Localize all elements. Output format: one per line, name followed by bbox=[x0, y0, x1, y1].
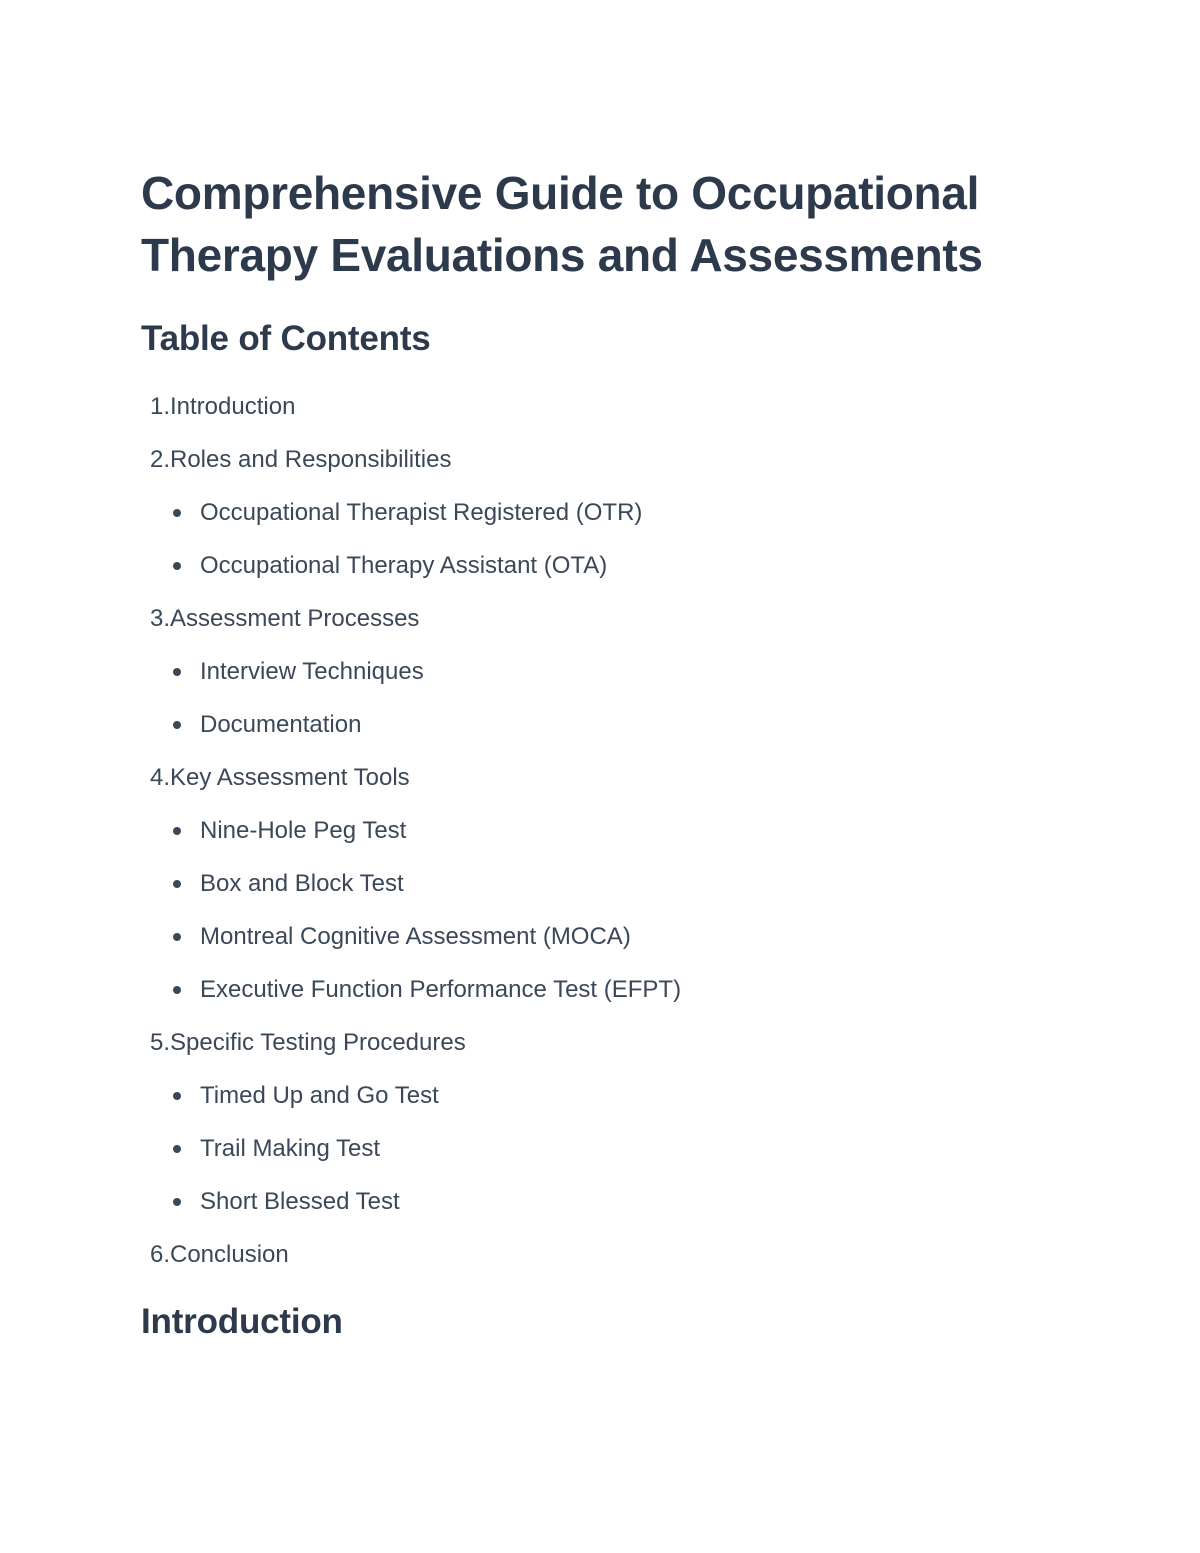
toc-item-number: 3. bbox=[149, 605, 170, 632]
table-of-contents bbox=[141, 380, 1041, 1281]
toc-subitem-label: Trail Making Test bbox=[200, 1135, 381, 1162]
toc-heading: Table of Contents bbox=[141, 319, 431, 358]
toc-item-number: 4. bbox=[149, 764, 170, 791]
toc-subitem-label: Executive Function Performance Test (EFPT) bbox=[200, 976, 682, 1003]
toc-item[interactable] bbox=[141, 592, 1041, 645]
toc-item-label: Roles and Responsibilities bbox=[170, 446, 452, 473]
toc-item-label: Introduction bbox=[170, 393, 296, 420]
toc-subitem[interactable] bbox=[141, 486, 1041, 539]
toc-item[interactable] bbox=[141, 751, 1041, 804]
toc-subitem-label: Timed Up and Go Test bbox=[200, 1082, 439, 1109]
toc-subitem[interactable] bbox=[141, 1122, 1041, 1175]
toc-item-label: Key Assessment Tools bbox=[170, 764, 410, 791]
toc-item[interactable] bbox=[141, 380, 1041, 433]
bullet-icon bbox=[173, 668, 181, 676]
toc-subitem-label: Montreal Cognitive Assessment (MOCA) bbox=[200, 923, 631, 950]
toc-item-number: 6. bbox=[149, 1241, 170, 1268]
bullet-icon bbox=[173, 880, 181, 888]
introduction-heading: Introduction bbox=[141, 1302, 343, 1341]
toc-subitem-label: Interview Techniques bbox=[200, 658, 424, 685]
bullet-icon bbox=[173, 986, 181, 994]
toc-item-label: Assessment Processes bbox=[170, 605, 420, 632]
bullet-icon bbox=[173, 562, 181, 570]
toc-item-number: 2. bbox=[149, 446, 170, 473]
toc-item-label: Specific Testing Procedures bbox=[170, 1029, 466, 1056]
toc-subitem[interactable] bbox=[141, 804, 1041, 857]
toc-subitem-label: Short Blessed Test bbox=[200, 1188, 400, 1215]
toc-item-number: 5. bbox=[149, 1029, 170, 1056]
toc-item[interactable] bbox=[141, 433, 1041, 486]
bullet-icon bbox=[173, 721, 181, 729]
document-title: Comprehensive Guide to Occupational Therapy Evaluations and Assessments bbox=[141, 167, 983, 281]
bullet-icon bbox=[173, 933, 181, 941]
toc-subitem[interactable] bbox=[141, 1069, 1041, 1122]
toc-subitem[interactable] bbox=[141, 963, 1041, 1016]
toc-item-number: 1. bbox=[149, 393, 170, 420]
toc-subitem-label: Documentation bbox=[200, 711, 362, 738]
bullet-icon bbox=[173, 1092, 181, 1100]
bullet-icon bbox=[173, 1145, 181, 1153]
bullet-icon bbox=[173, 509, 181, 517]
toc-subitem[interactable] bbox=[141, 1175, 1041, 1228]
toc-subitem[interactable] bbox=[141, 857, 1041, 910]
toc-subitem[interactable] bbox=[141, 698, 1041, 751]
toc-item[interactable] bbox=[141, 1228, 1041, 1281]
toc-subitem-label: Occupational Therapy Assistant (OTA) bbox=[200, 552, 608, 579]
toc-item-label: Conclusion bbox=[170, 1241, 289, 1268]
bullet-icon bbox=[173, 827, 181, 835]
bullet-icon bbox=[173, 1198, 181, 1206]
toc-subitem[interactable] bbox=[141, 645, 1041, 698]
toc-subitem-label: Box and Block Test bbox=[200, 870, 404, 897]
toc-subitem[interactable] bbox=[141, 539, 1041, 592]
toc-subitem-label: Occupational Therapist Registered (OTR) bbox=[200, 499, 643, 526]
toc-subitem[interactable] bbox=[141, 910, 1041, 963]
toc-subitem-label: Nine-Hole Peg Test bbox=[200, 817, 407, 844]
toc-item[interactable] bbox=[141, 1016, 1041, 1069]
